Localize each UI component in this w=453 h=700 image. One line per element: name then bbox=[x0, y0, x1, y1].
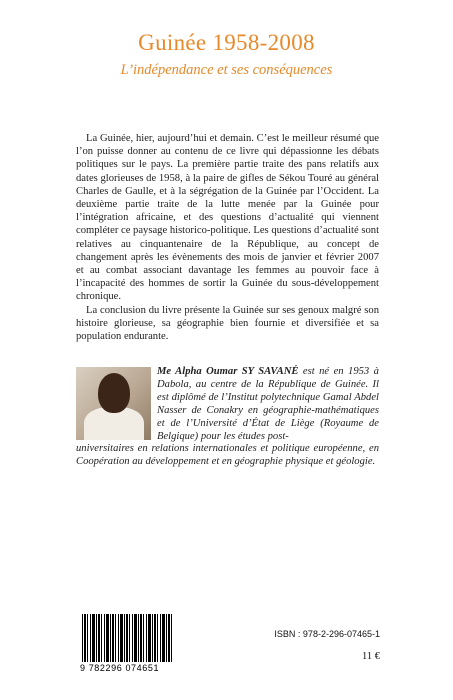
barcode-digits: 9 782296 074651 bbox=[80, 663, 160, 673]
author-bio bbox=[157, 366, 379, 443]
summary-paragraph-1: La Guinée, hier, aujourd’hui et demain. C’est le meilleur résumé que l’on puisse donner au contenu de ce livre qui dépassionne les débats politiques sur le pays. La première partie traite des pans relatifs aux dates glorieuses de 1958, à la paire de gifles de Sékou Touré au général Charles de Gaulle, et à la ségrégation de la Guinée par l’Occident. La deuxième partie traite de la lutte menée par la Guinée pour l’intégration africaine, et des questions d’actualité qui viennent compléter ce paysage historico-politique. Les questions d’actualité sont relatives au cinquantenaire de la République, au concept de changement après les évènements des mois de janvier et février 2007 et au combat associant davantage les femmes au pouvoir face à l’incapacité des hommes de sortir la Guinée du sous-développement chronique. bbox=[76, 133, 380, 303]
author-name: Me Alpha Oumar SY SAVANÉ bbox=[157, 366, 299, 377]
author-bio-continued: universitaires en relations internationales et politique européenne, en Coopération au développement et en géographie physique et géologie. bbox=[76, 443, 379, 467]
summary-paragraph-2: La conclusion du livre présente la Guinée sur ses genoux malgré son histoire glorieuse, sa géographie bien fournie et diversifiée et sa population endurante. bbox=[76, 304, 379, 343]
price-label: 11 € bbox=[362, 651, 380, 662]
book-title: Guinée 1958-2008 bbox=[138, 30, 315, 55]
summary-text bbox=[76, 132, 379, 343]
author-photo bbox=[76, 367, 151, 440]
barcode-image bbox=[82, 614, 174, 662]
isbn-label: ISBN : 978-2-296-07465-1 bbox=[274, 629, 380, 639]
author-bio-top: est né en 1953 à Dabola, au centre de la République de Guinée. Il est diplômé de l’Institut polytechnique Gamal Abdel Nasser de Conakry en géographie-mathématiques et de l’Université d’État de Liège (Royaume de Belgique) pour les études post- bbox=[157, 366, 379, 442]
author-photo-face bbox=[98, 373, 130, 413]
book-subtitle: L’indépendance et ses conséquences bbox=[120, 62, 333, 78]
